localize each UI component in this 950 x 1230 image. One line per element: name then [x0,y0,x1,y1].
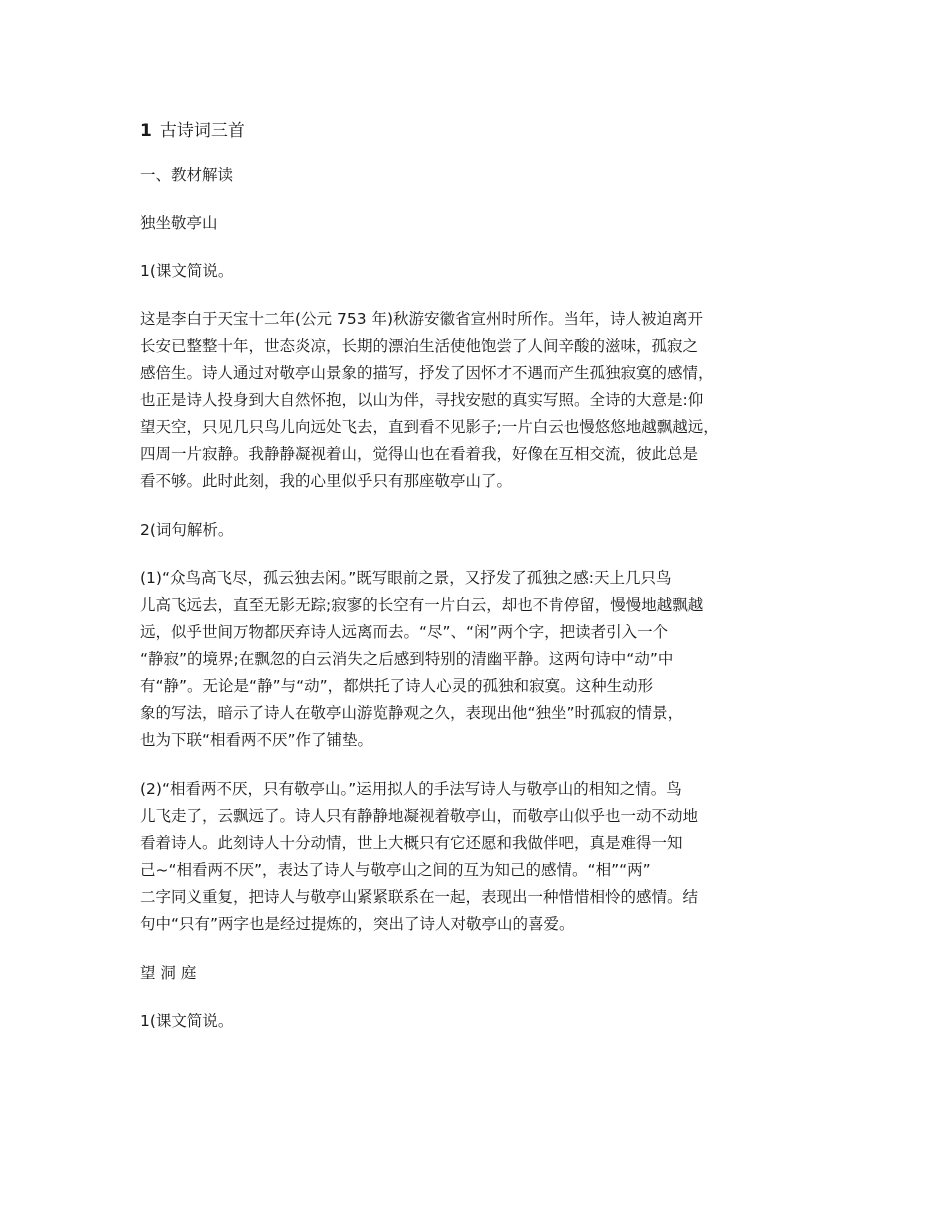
lesson-number: 1 [140,121,152,141]
lesson-title [140,118,820,144]
paragraph-line: (2)“相看两不厌，只有敬亭山。”运用拟人的手法写诗人与敬亭山的相知之情。鸟 [140,780,682,798]
paragraph-line: 四周一片寂静。我静静凝视着山，觉得山也在看着我，好像在互相交流，彼此总是 [140,445,699,463]
paragraph-line: 有“静”。无论是“静”与“动”，都烘托了诗人心灵的孤独和寂寞。这种生动形 [140,677,654,695]
paragraph-line: 也正是诗人投身到大自然怀抱，以山为伴，寻找安慰的真实写照。全诗的大意是:仰 [140,391,704,409]
paragraph-line: 望天空，只见几只鸟儿向远处飞去，直到看不见影子;一片白云也慢悠悠地越飘越远， [140,418,719,436]
paragraph-line: 这是李白于天宝十二年(公元 753 年)秋游安徽省宣州时所作。当年，诗人被迫离开 [140,310,704,328]
section-heading: 一、教材解读 [140,166,234,184]
paragraph-line: 看不够。此时此刻，我的心里似乎只有那座敬亭山了。 [140,472,513,490]
paragraph-line: 也为下联“相看两不厌”作了铺垫。 [140,731,374,749]
paragraph-line: 儿飞走了，云飘远了。诗人只有静静地凝视着敬亭山，而敬亭山似乎也一动不动地 [140,807,699,825]
analysis-paragraph-2 [140,776,820,938]
paragraph-line: 象的写法，暗示了诗人在敬亭山游览静观之久，表现出他“独坐”时孤寂的情景， [140,704,684,722]
document-page [140,118,820,1056]
analysis-paragraph-1 [140,565,820,754]
paragraph-line: 远，似乎世间万物都厌弃诗人远离而去。“尽”、“闲”两个字，把读者引入一个 [140,623,669,641]
intro-paragraph [140,306,820,495]
subsection-heading: 2(词句解析。 [140,521,234,539]
paragraph-line: 句中“只有”两字也是经过提炼的，突出了诗人对敬亭山的喜爱。 [140,915,575,933]
lesson-title-text: 古诗词三首 [159,121,245,141]
subsection-heading: 1(课文简说。 [140,262,234,280]
paragraph-line: (1)“众鸟高飞尽，孤云独去闲。”既写眼前之景，又抒发了孤独之感:天上几只鸟 [140,569,672,587]
subsection-heading: 1(课文简说。 [140,1012,234,1030]
poem-title: 望 洞 庭 [140,964,197,982]
paragraph-line: 长安已整整十年，世态炎凉，长期的漂泊生活使他饱尝了人间辛酸的滋味，孤寂之 [140,337,699,355]
paragraph-line: 己~“相看两不厌”，表达了诗人与敬亭山之间的互为知己的感情。“相”“两” [140,861,651,879]
paragraph-line: “静寂”的境界;在飘忽的白云消失之后感到特别的清幽平静。这两句诗中“动”中 [140,650,674,668]
paragraph-line: 感倍生。诗人通过对敬亭山景象的描写，抒发了因怀才不遇而产生孤独寂寞的感情， [140,364,714,382]
paragraph-line: 儿高飞远去，直至无影无踪;寂寥的长空有一片白云，却也不肯停留，慢慢地越飘越 [140,596,704,614]
poem-title: 独坐敬亭山 [140,214,218,232]
paragraph-line: 看着诗人。此刻诗人十分动情，世上大概只有它还愿和我做伴吧，真是难得一知 [140,834,683,852]
paragraph-line: 二字同义重复，把诗人与敬亭山紧紧联系在一起，表现出一种惜惜相怜的感情。结 [140,888,699,906]
